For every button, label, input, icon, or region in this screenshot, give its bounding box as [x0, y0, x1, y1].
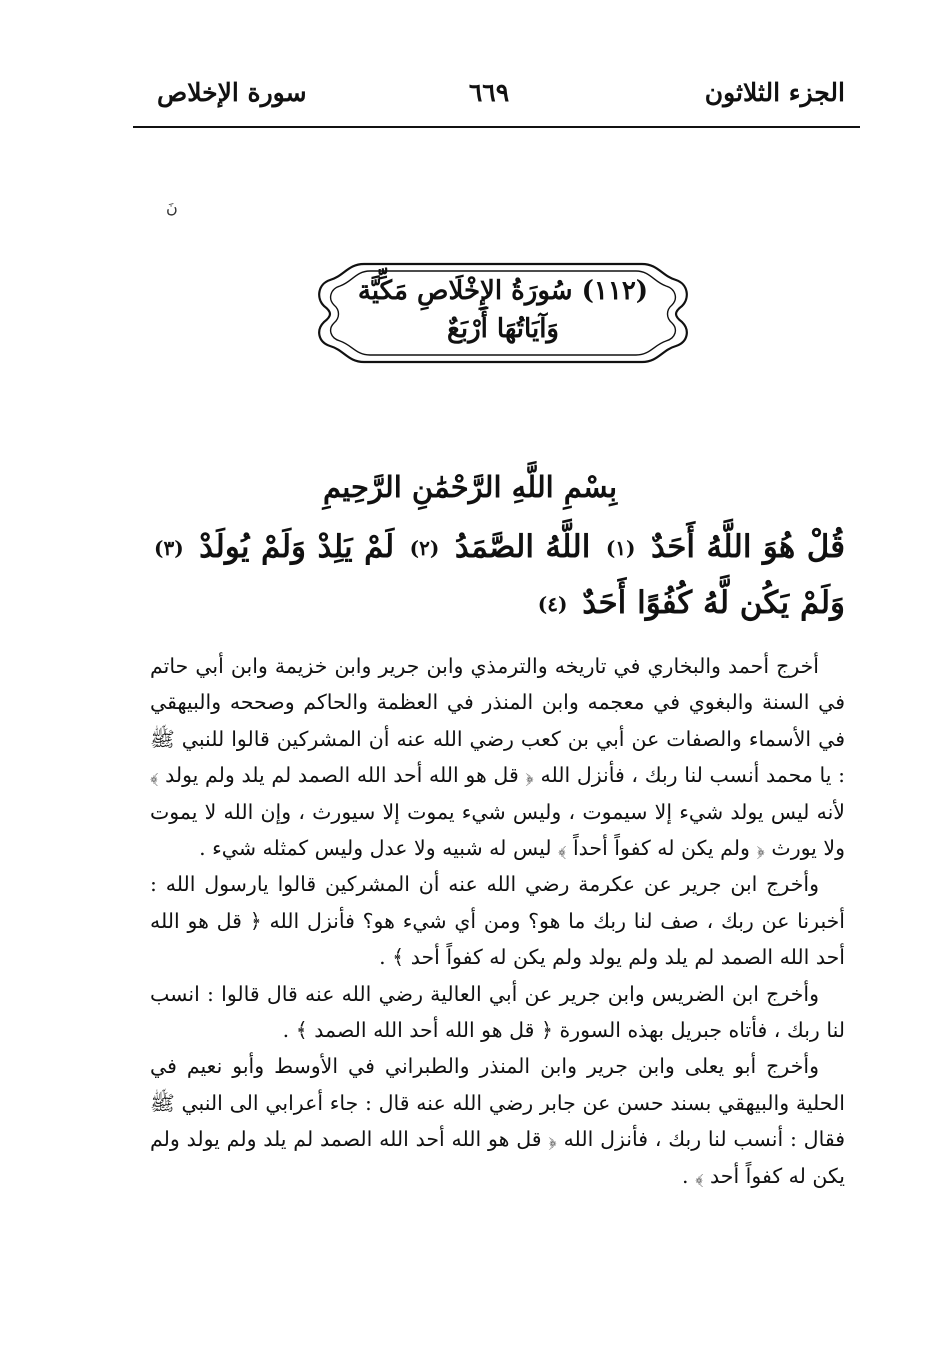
surah-title-verse-count: وَآيَاتُهَا أَرْبَعٌ [447, 314, 559, 344]
commentary-paragraph: أخرج أحمد والبخاري في تاريخه والترمذي وابن جرير وابن خزيمة وابن أبي حاتم في السنة والبغوي في معجمه وابن المنذر في العظمة والحاكم وصححه والبيهقي في الأسماء والصفات عن أبي بن كعب رضي الله عنه أن المشركين قالوا للنبي ﷺ : يا محمد أنسب لنا ربك ، فأنزل الله ﴿ قل هو الله أحد الله الصمد لم يلد ولم يولد ﴾ لأنه ليس يولد شيء إلا سيموت ، وليس شيء يموت إلا سيورث ، وإن الله لا يموت ولا يورث ﴿ ولم يكن له كفواً أحداً ﴾ ليس له شبيه ولا عدل وليس كمثله شيء . [150, 654, 845, 861]
basmala: بِسْمِ اللَّهِ الرَّحْمَٰنِ الرَّحِيمِ [322, 470, 618, 504]
verse-text: قُلْ هُوَ اللَّهُ أَحَدٌ [650, 529, 846, 565]
running-header [133, 78, 845, 118]
surah-title-name: (١١٢) سُورَةُ الإِخْلَاصِ مَكِّيَّة [357, 276, 649, 306]
page-number: ٦٦٩ [468, 78, 510, 107]
header-divider [133, 126, 860, 128]
verse-text: اللَّهُ الصَّمَدُ [454, 529, 591, 565]
verse-number-marker: (٢) [409, 536, 440, 560]
verse-text: لَمْ يَلِدْ وَلَمْ يُولَدْ [199, 529, 395, 565]
verse-number-marker: (٤) [537, 592, 568, 616]
commentary-paragraph: وأخرج ابن الضريس وابن جرير عن أبي العالية رضي الله عنه قال قالوا : انسب لنا ربك ، فأتاه جبريل بهذه السورة ﴿ قل هو الله أحد الله الصمد ﴾ . [150, 981, 845, 1043]
surah-title [312, 272, 694, 348]
surah-title-cartouche [312, 258, 694, 366]
verse-number-marker: (٣) [154, 536, 184, 560]
commentary-paragraph: وأخرج ابن جرير عن عكرمة رضي الله عنه أن المشركين قالوا يارسول الله : أخبرنا عن ربك ، صف لنا ربك ما هو؟ ومن أي شيء هو؟ فأنزل الله ﴿ قل هو الله أحد الله الصمد لم يلد ولم يولد ولم يكن له كفواً أحد ﴾ . [150, 872, 845, 970]
surah-label: سورة الإخلاص [157, 78, 307, 107]
part-label: الجزء الثلاثون [704, 78, 845, 107]
commentary-body [150, 648, 845, 1194]
commentary-paragraph: وأخرج أبو يعلى وابن جرير وابن المنذر والطبراني في الأوسط وأبو نعيم في الحلية والبيهقي بسند حسن عن جابر رضي الله عنه قال : جاء أعرابي الى النبي ﷺ فقال : أنسب لنا ربك ، فأنزل الله ﴿ قل هو الله أحد الله الصمد لم يلد ولم يولد ولم يكن له كفواً أحد ﴾ . [150, 1054, 845, 1188]
corner-mark: نَ [166, 198, 178, 217]
verse-number-marker: (١) [605, 536, 636, 560]
verse-text: وَلَمْ يَكُن لَّهُ كُفُوًا أَحَدٌ [582, 585, 845, 621]
quran-verses [150, 520, 845, 632]
